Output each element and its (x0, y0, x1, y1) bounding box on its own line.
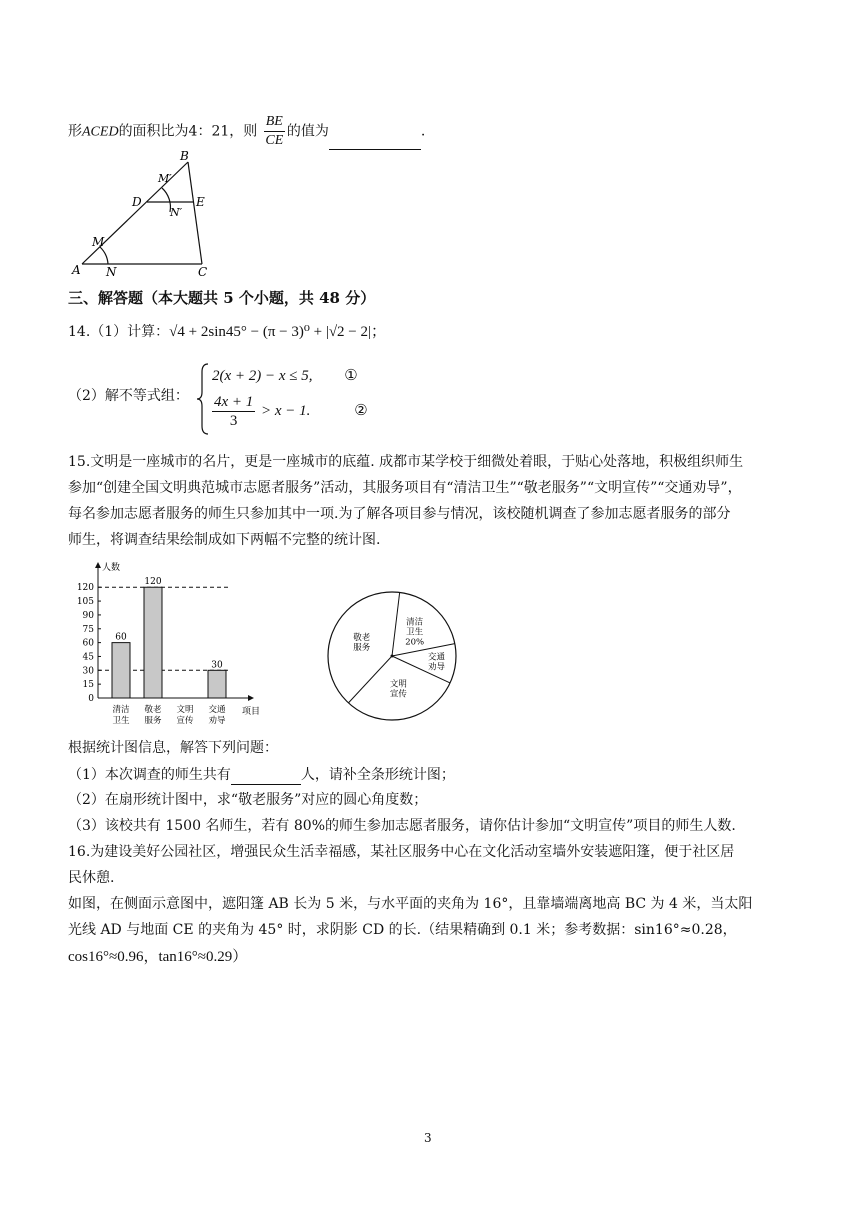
page-number: 3 (424, 1131, 432, 1145)
system-brace (196, 362, 210, 436)
q16-line-1: 16.为建设美好公园社区，增强民众生活幸福感，某社区服务中心在文化活动室墙外安装遮阳篷，便于社区居 (68, 844, 735, 860)
pie-slice-label: 清洁 (406, 617, 424, 628)
category-label: 敬老 (144, 705, 162, 715)
q15-line-4: 师生，将调查结果绘制成如下两幅不完整的统计图. (68, 532, 381, 548)
q13-text-line: 形ACED的面积比为4：21，则 $\frac{BE}{CE}$ 的值为 . (68, 114, 426, 148)
q15-line-2: 参加“创建全国文明典范城市志愿者服务”活动，其服务项目有“清洁卫生”“敬老服务”“文明宣传”“交通劝导”， (68, 480, 742, 496)
q13-triangle-figure (66, 150, 226, 278)
q16-line-5: cos16°≈0.96，tan16°≈0.29） (68, 949, 248, 965)
q15-sub2: （2）在扇形统计图中，求“敬老服务”对应的圆心角度数； (68, 792, 428, 808)
label-c: C (198, 265, 208, 278)
q16-line-2: 民休憩. (68, 870, 115, 886)
answer-blank (231, 764, 301, 785)
pie-slice-label: 20% (405, 637, 425, 648)
q15-sub1: （1）本次调查的师生共有 人，请补全条形统计图； (68, 764, 455, 785)
inequality-2: $\frac{4x + 1}{3}$ > x − 1. ② (214, 394, 368, 429)
y-tick-label: 105 (76, 597, 94, 608)
q16-line-3: 如图，在侧面示意图中，遮阳篷 AB 长为 5 米，与水平面的夹角为 16°，且靠墙端离地高 BC 为 4 米，当太阳 (68, 896, 753, 912)
pie-slice-label: 文明 (389, 679, 407, 690)
category-label: 宣传 (176, 716, 194, 726)
pie-slice-label: 交通 (427, 652, 445, 663)
pie-slice-label: 敬老 (353, 633, 371, 644)
pie-divider (348, 656, 392, 703)
answer-blank (329, 129, 421, 150)
label-e: E (196, 195, 205, 209)
label-d: D (132, 195, 142, 209)
bar-value-label: 30 (211, 660, 223, 671)
category-label: 服务 (144, 716, 162, 726)
inequality-1: 2(x + 2) − x ≤ 5, ① (212, 368, 358, 384)
y-tick-label: 75 (82, 624, 94, 635)
bar (144, 587, 162, 698)
q15-sub3: （3）该校共有 1500 名师生，若有 80%的师生参加志愿者服务，请你估计参加“文明宣传”项目的师生人数. (68, 818, 736, 834)
y-tick-label: 60 (82, 638, 94, 649)
pie-slice-label: 宣传 (389, 689, 407, 700)
category-label: 清洁 (112, 705, 130, 715)
category-label: 交通 (208, 705, 226, 715)
y-tick-label: 45 (82, 652, 94, 663)
label-b: B (180, 150, 189, 163)
label-a: A (72, 263, 81, 277)
bar-chart (66, 558, 276, 730)
q14-part2-label: （2）解不等式组： (68, 388, 189, 404)
q13-fraction: $\frac{BE}{CE}$ (265, 114, 284, 148)
arc-mn (100, 247, 108, 264)
pie-slice-label: 劝导 (427, 662, 445, 673)
side-bc (188, 162, 202, 264)
q16-line-4: 光线 AD 与地面 CE 的夹角为 45° 时，求阴影 CD 的长.（结果精确到 0.1 米；参考数据：sin16°≈0.28， (68, 922, 737, 938)
x-axis-arrow (248, 695, 254, 701)
y-axis-arrow (95, 562, 101, 568)
label-m-prime: M′ (158, 172, 172, 185)
q15-line-3: 每名参加志愿者服务的师生只参加其中一项.为了解各项目参与情况，该校随机调查了参加志愿者服务的部分 (68, 506, 731, 522)
category-label: 文明 (176, 705, 194, 715)
q15-after: 根据统计图信息，解答下列问题： (68, 740, 278, 756)
category-label: 卫生 (112, 716, 130, 726)
y-tick-label: 15 (82, 680, 94, 691)
q15-line-1: 15.文明是一座城市的名片，更是一座城市的底蕴. 成都市某学校于细微处着眼，于贴心处落地，积极组织师生 (68, 454, 744, 470)
y-tick-label: 30 (82, 666, 94, 677)
label-m: M (92, 235, 105, 249)
category-label: 劝导 (208, 716, 226, 726)
pie-slice-label: 服务 (353, 643, 371, 654)
pie-chart (322, 586, 462, 726)
label-n: N (106, 265, 117, 278)
y-tick-label: 90 (82, 610, 94, 621)
bar (112, 643, 130, 698)
section-title: 三、解答题（本大题共 5 个小题，共 48 分） (68, 289, 376, 307)
q14-part1: 14.（1）计算：√4 + 2sin45° − (π − 3)⁰ + |√2 − 2|； (68, 324, 387, 340)
label-n-prime: N′ (170, 206, 183, 219)
y-tick-label: 0 (88, 694, 94, 704)
pie-slice-label: 卫生 (406, 627, 424, 638)
bar-value-label: 120 (144, 577, 162, 588)
pie-divider (392, 592, 400, 656)
x-axis-label: 项目 (242, 707, 261, 717)
bar-value-label: 60 (115, 632, 127, 643)
bar (208, 670, 226, 698)
y-tick-label: 120 (76, 583, 94, 594)
y-axis-label: 人数 (102, 563, 121, 573)
